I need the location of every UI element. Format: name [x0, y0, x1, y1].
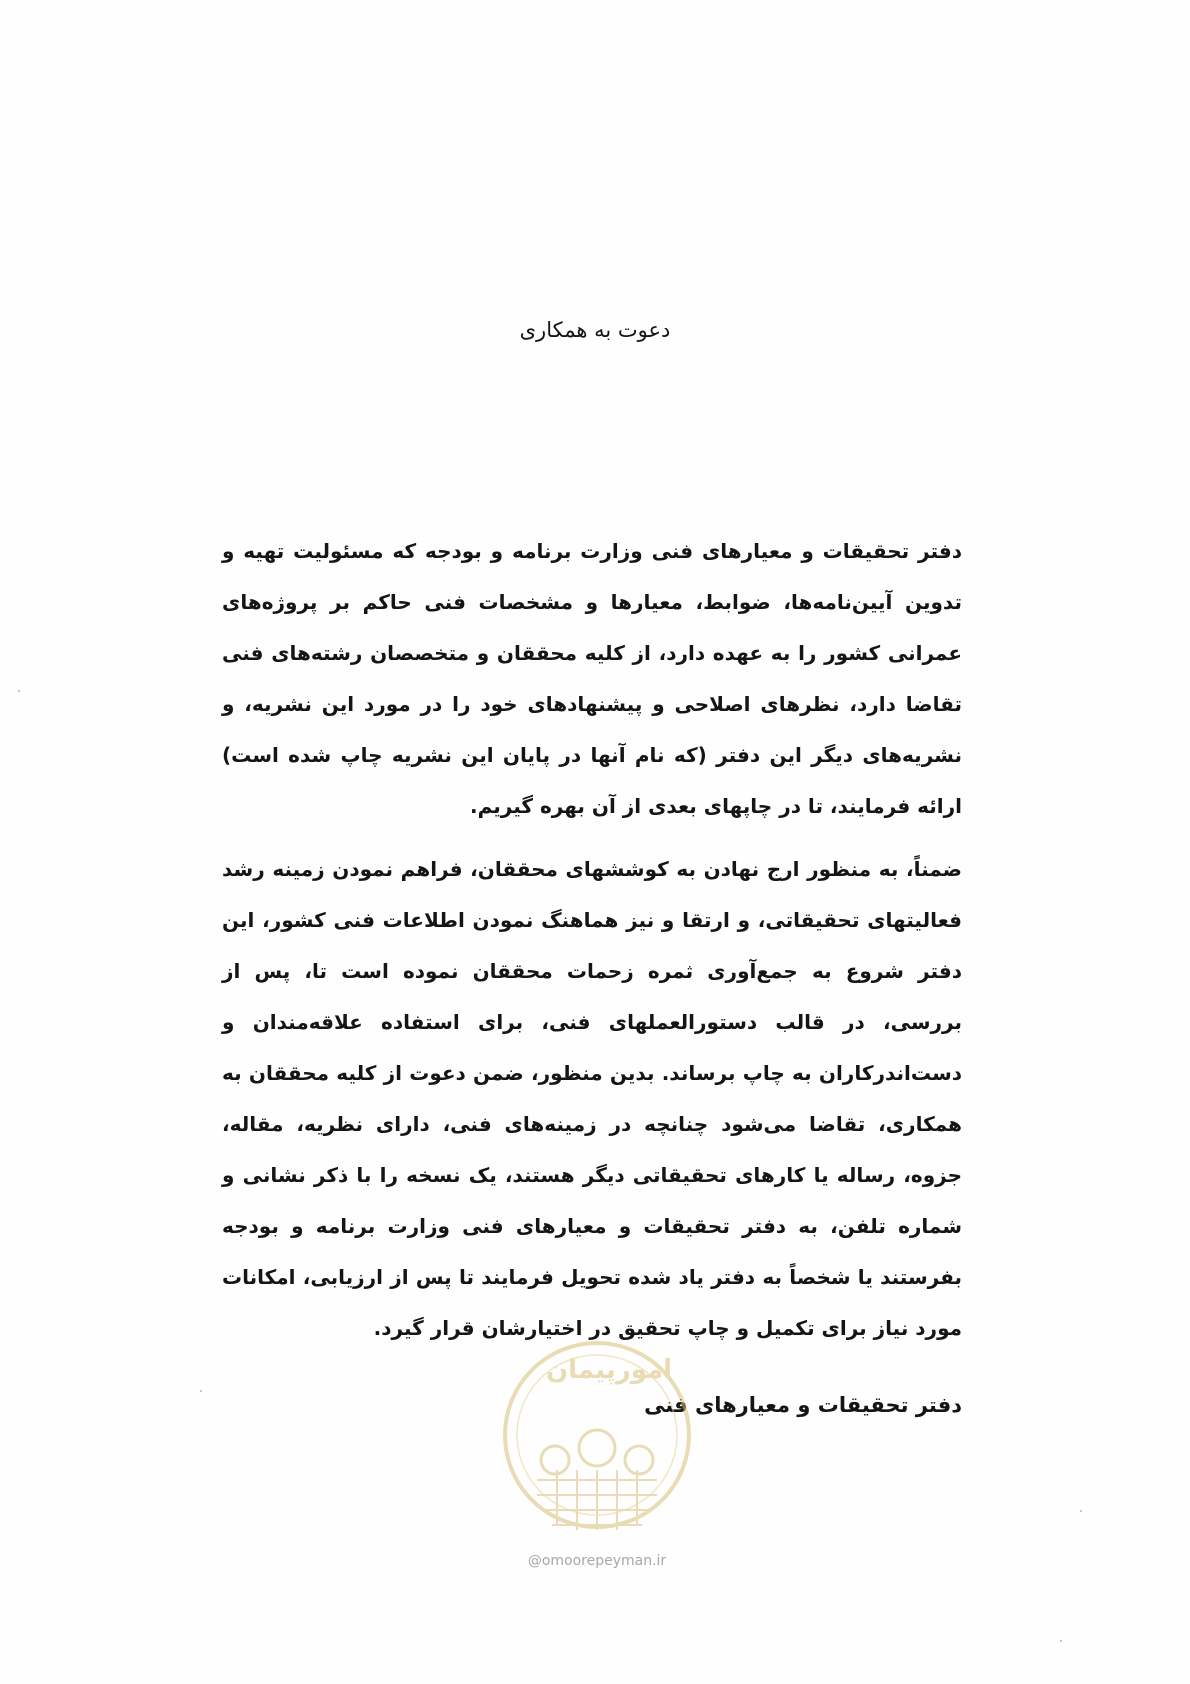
scan-speck	[18, 690, 20, 692]
scan-speck	[1060, 1640, 1062, 1642]
signature: دفتر تحقیقات و معیارهای فنی	[644, 1393, 962, 1417]
watermark-logo	[497, 1330, 697, 1560]
page-title: دعوت به همکاری	[519, 318, 671, 342]
watermark-url: @omoorepeyman.ir	[527, 1553, 667, 1569]
paragraph-invitation: دفتر تحقیقات و معیارهای فنی وزارت برنامه و بودجه که مسئولیت تهیه و تدوین آیین‌نامه‌ها، ضوابط، معیارها و مشخصات فنی حاکم بر پروژه‌های عمرانی کشور را به عهده دارد، از کلیه محققان و متخصصان رشته‌های فنی تقاضا دارد، نظرهای اصلاحی و پیشنهادهای خود را در مورد این نشریه، و نشریه‌های دیگر این دفتر (که نام آنها در پایان این نشریه چاپ شده است) ارائه فرمایند، تا در چاپهای بعدی از آن بهره گیریم.	[222, 539, 962, 818]
paragraph-details: ضمناً، به منظور ارج نهادن به کوششهای محققان، فراهم نمودن زمینه رشد فعالیتهای تحقیقاتی، و ارتقا و نیز هماهنگ نمودن اطلاعات فنی کشور، این دفتر شروع به جمع‌آوری ثمره زحمات محققان نموده است تا، پس از بررسی، در قالب دستورالعملهای فنی، برای استفاده علاقه‌مندان و دست‌اندرکاران به چاپ برساند. بدین منظور، ضمن دعوت از کلیه محققان به همکاری، تقاضا می‌شود چنانچه در زمینه‌های فنی، دارای نظریه، مقاله، جزوه، رساله یا کارهای تحقیقاتی دیگر هستند، یک نسخه را با ذکر نشانی و شماره تلفن، به دفتر تحقیقات و معیارهای فنی وزارت برنامه و بودجه بفرستند یا شخصاً به دفتر یاد شده تحویل فرمایند تا پس از ارزیابی، امکانات مورد نیاز برای تکمیل و چاپ تحقیق در اختیارشان قرار گیرد.	[222, 857, 962, 1340]
watermark-logo-text: امورپیمان	[545, 1355, 673, 1385]
scan-speck	[200, 1390, 202, 1392]
scan-speck	[1080, 1510, 1082, 1512]
